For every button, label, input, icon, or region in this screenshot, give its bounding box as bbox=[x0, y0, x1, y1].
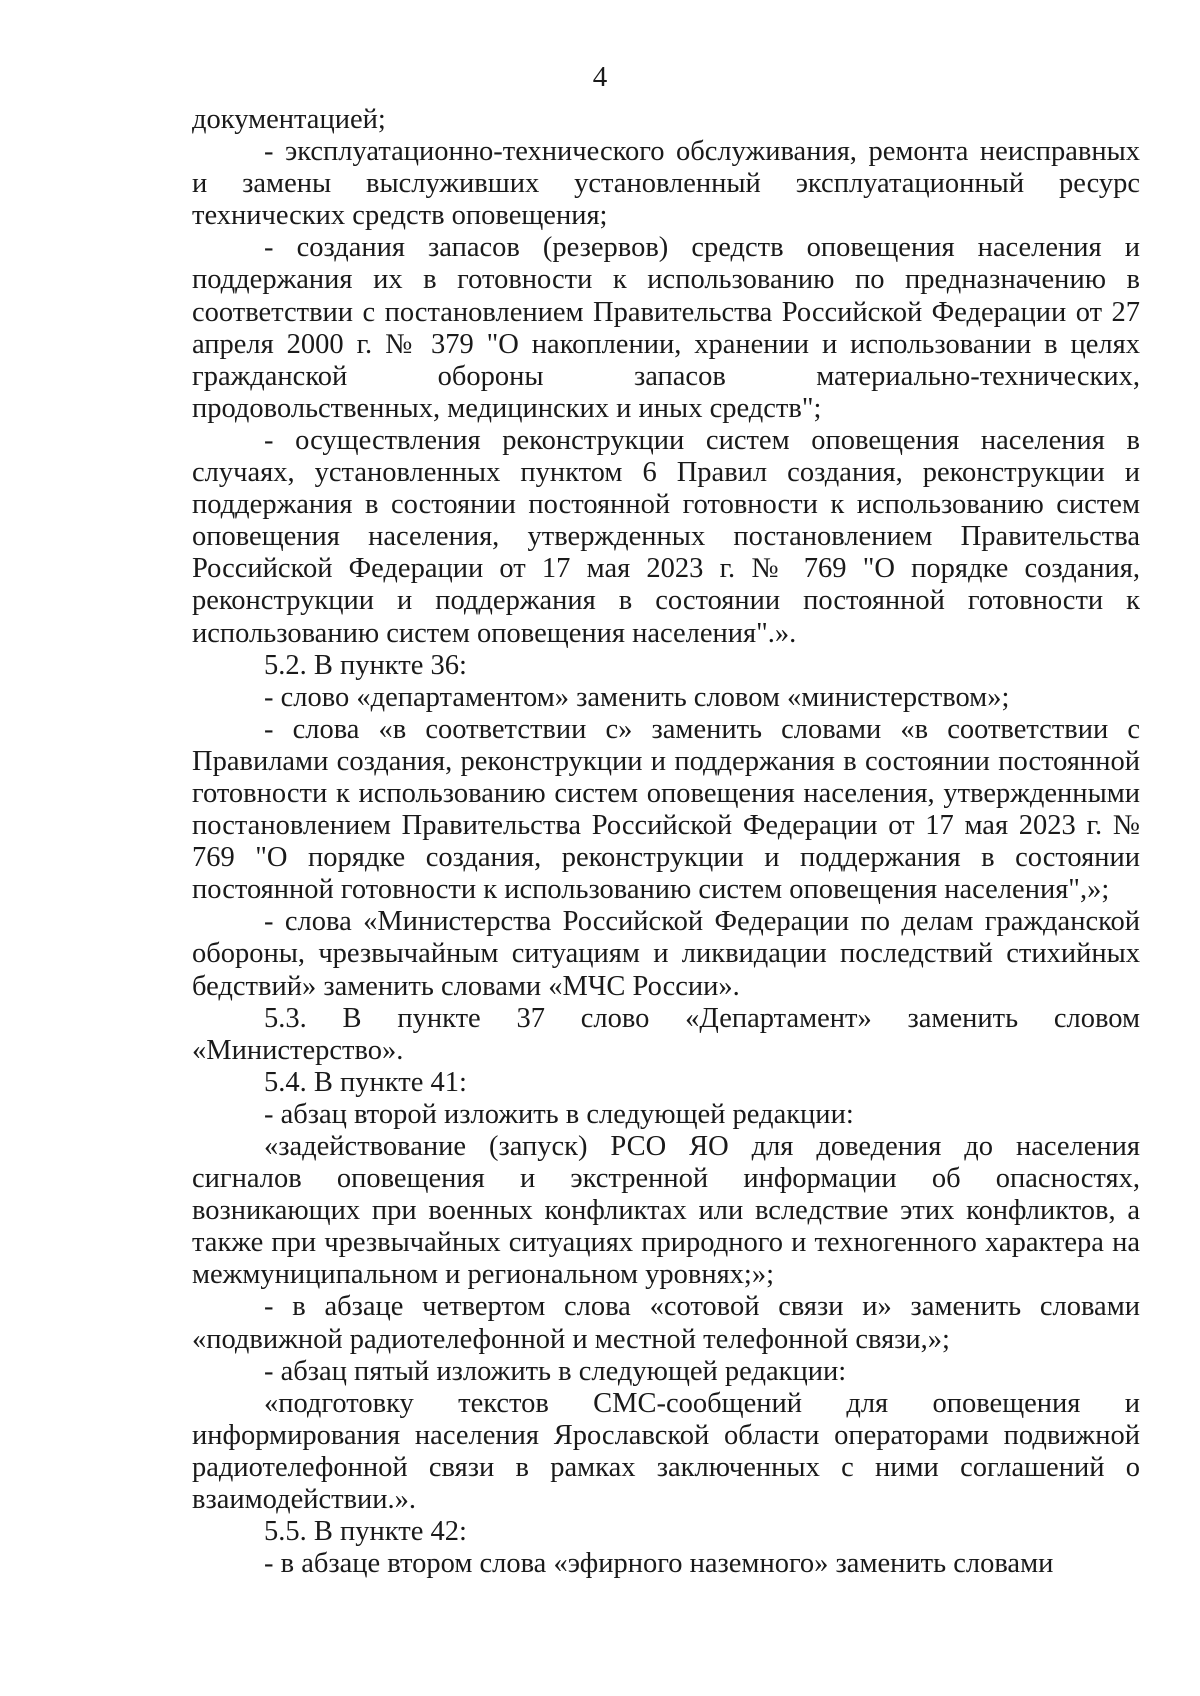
paragraph: - абзац второй изложить в следующей редакции: bbox=[264, 1098, 854, 1130]
paragraph: документацией; bbox=[192, 104, 386, 135]
paragraph: «подготовку текстов СМС-сообщений для оповещения и информирования населения Ярославской области операторами подвижной радиотелефонной связи в рамках заключенных с ними соглашений о взаимодействии.». bbox=[192, 1387, 1140, 1516]
paragraph: 5.4. В пункте 41: bbox=[264, 1066, 467, 1098]
paragraph: - слова «в соответствии с» заменить словами «в соответствии с Правилами создания, реконструкции и поддержания в состоянии постоянной готовности к использованию систем оповещения населения, утвержденными постановлением Правительства Российской Федерации от 17 мая 2023 г. № 769 "О порядке создания, реконструкции и поддержания в состоянии постоянной готовности к использованию систем оповещения населения",»; bbox=[192, 713, 1140, 906]
paragraph: - слово «департаментом» заменить словом «министерством»; bbox=[264, 681, 1010, 713]
paragraph: 5.5. В пункте 42: bbox=[264, 1516, 467, 1548]
paragraph: - абзац пятый изложить в следующей редакции: bbox=[264, 1355, 847, 1387]
paragraph: - в абзаце четвертом слова «сотовой связи и» заменить словами «подвижной радиотелефонной и местной телефонной связи,»; bbox=[192, 1291, 1140, 1355]
paragraph: «задействование (запуск) РСО ЯО для доведения до населения сигналов оповещения и экстренной информации об опасностях, возникающих при военных конфликтах или вследствие этих конфликтов, а также при чрезвычайных ситуациях природного и техногенного характера на межмуниципальном и региональном уровнях;»; bbox=[192, 1131, 1140, 1291]
paragraph: - эксплуатационно-технического обслуживания, ремонта неисправных и замены выслуживших установленный эксплуатационный ресурс технических средств оповещения; bbox=[192, 136, 1140, 232]
paragraph: - осуществления реконструкции систем оповещения населения в случаях, установленных пунктом 6 Правил создания, реконструкции и поддержания в состоянии постоянной готовности к использованию систем оповещения населения, утвержденных постановлением Правительства Российской Федерации от 17 мая 2023 г. № 769 "О порядке создания, реконструкции и поддержания в состоянии постоянной готовности к использованию систем оповещения населения".». bbox=[192, 424, 1140, 649]
paragraph: - слова «Министерства Российской Федерации по делам гражданской обороны, чрезвычайным ситуациям и ликвидации последствий стихийных бедствий» заменить словами «МЧС России». bbox=[192, 906, 1140, 1002]
paragraph: 5.2. В пункте 36: bbox=[264, 649, 467, 681]
paragraph: - в абзаце втором слова «эфирного наземного» заменить словами bbox=[264, 1548, 1054, 1580]
document-body bbox=[192, 104, 1140, 1580]
paragraph: 5.3. В пункте 37 слово «Департамент» заменить словом «Министерство». bbox=[192, 1002, 1140, 1066]
page-number: 4 bbox=[592, 61, 608, 93]
paragraph: - создания запасов (резервов) средств оповещения населения и поддержания их в готовности к использованию по предназначению в соответствии с постановлением Правительства Российской Федерации от 27 апреля 2000 г. № 379 "О накоплении, хранении и использовании в целях гражданской обороны запасов материально-технических, продовольственных, медицинских и иных средств"; bbox=[192, 232, 1140, 424]
